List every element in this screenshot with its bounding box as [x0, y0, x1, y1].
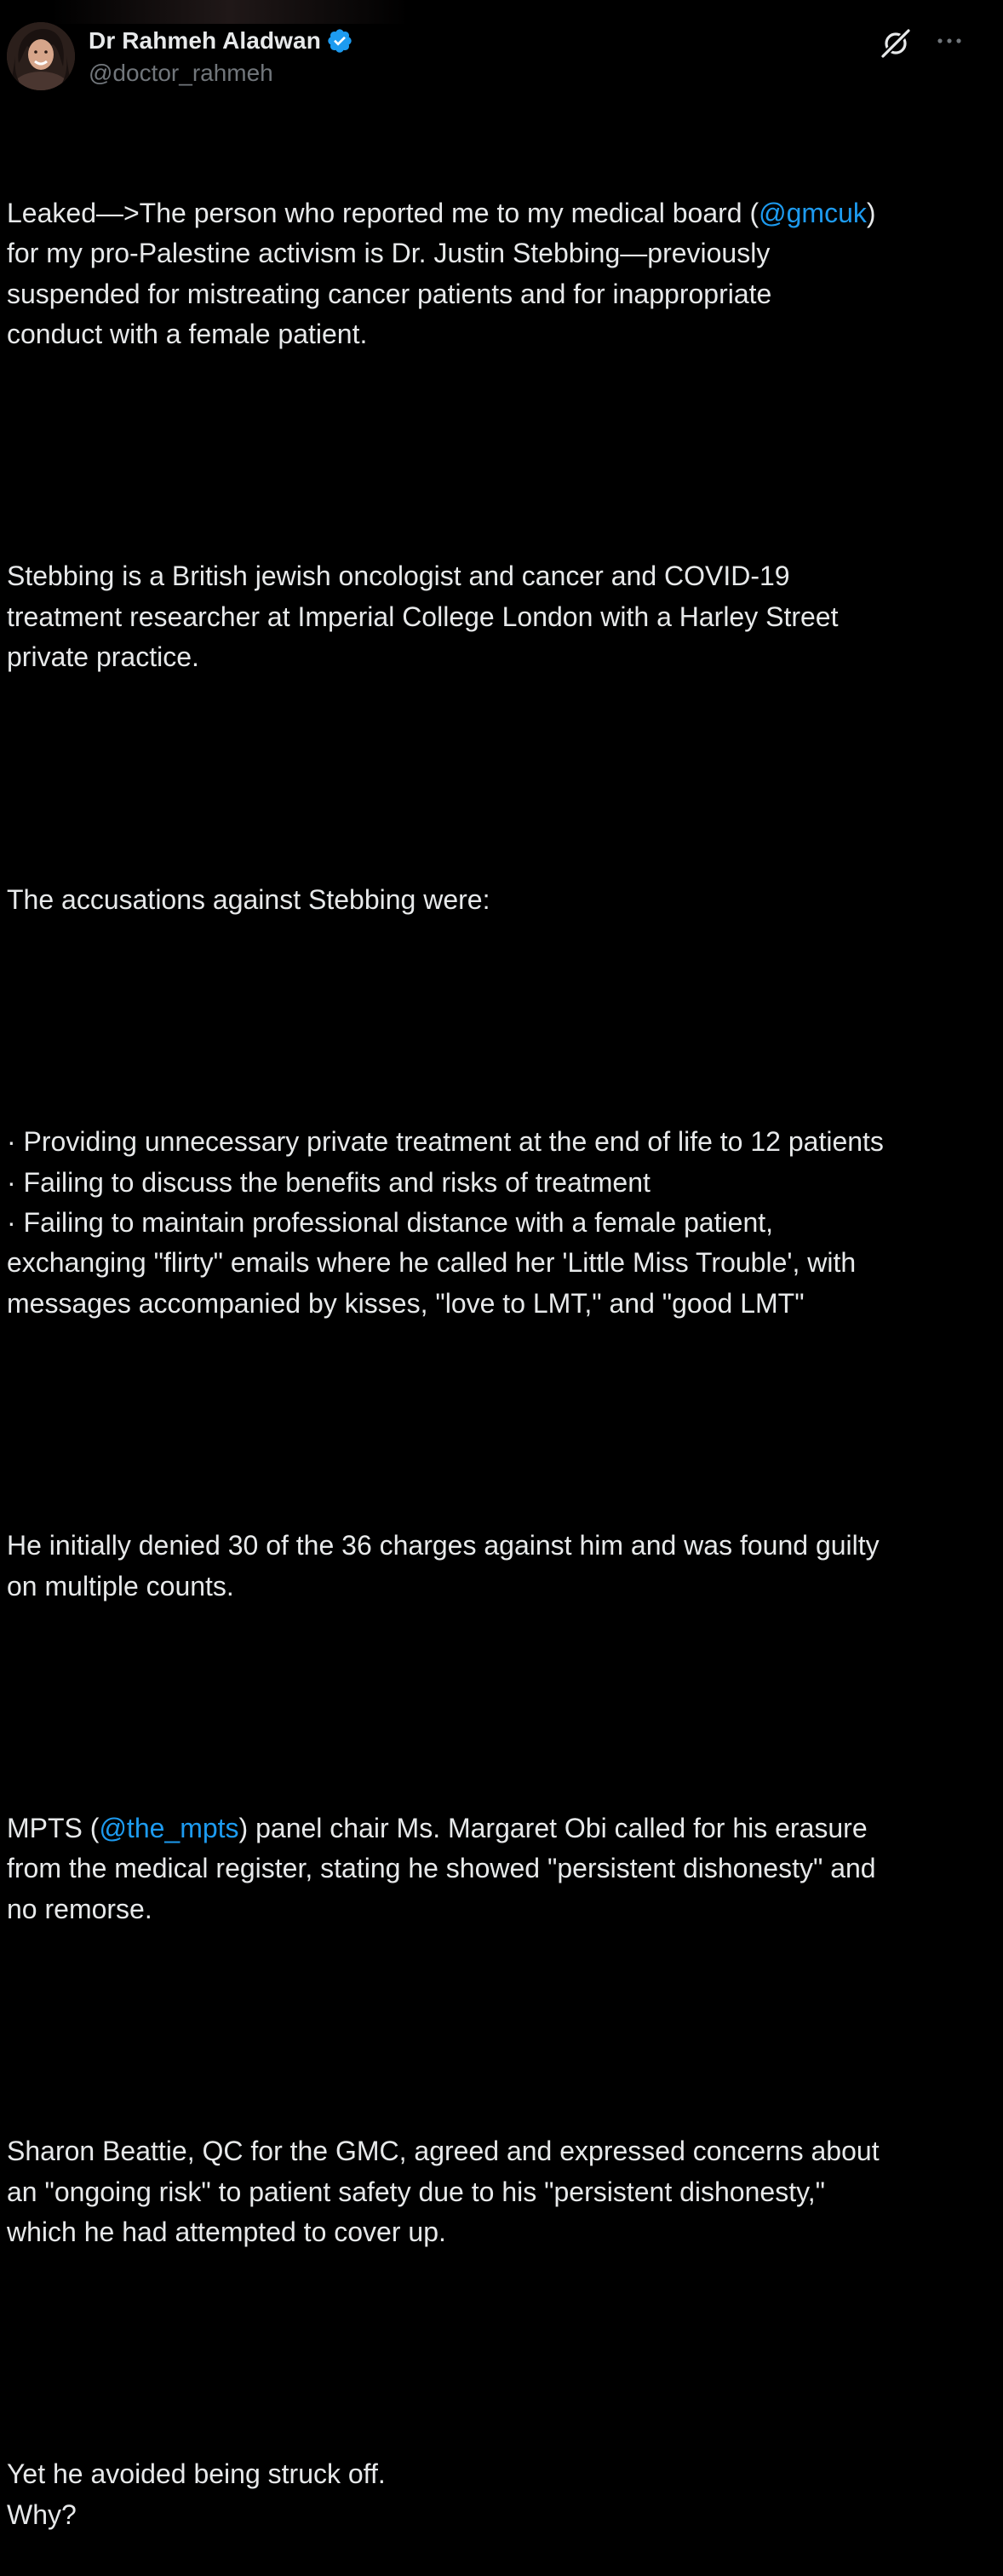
avatar-photo-icon: [7, 22, 75, 90]
paragraph-2: [7, 556, 994, 677]
text-line: Yet he avoided being struck off.: [7, 2458, 386, 2490]
paragraph-gap: [7, 1001, 994, 1041]
text-segment: MPTS (: [7, 1812, 100, 1843]
paragraph-gap: [7, 1688, 994, 1728]
avatar[interactable]: [7, 22, 75, 90]
text-line: [7, 193, 994, 233]
display-name-row: [89, 26, 353, 56]
text-line: for my pro-Palestine activism is Dr. Justin Stebbing—previously: [7, 238, 771, 269]
text-line: The accusations against Stebbing were:: [7, 883, 490, 915]
paragraph-6: [7, 1808, 994, 1929]
more-options-icon[interactable]: [935, 31, 964, 51]
text-line: conduct with a female patient.: [7, 319, 368, 350]
paragraph-gap: [7, 435, 994, 475]
paragraph-gap: [7, 2333, 994, 2373]
text-line: · Providing unnecessary private treatment at the end of life to 12 patients: [7, 1126, 884, 1158]
text-line: exchanging "flirty" emails where he called her 'Little Miss Trouble', with: [7, 1247, 857, 1279]
text-line: on multiple counts.: [7, 1570, 234, 1601]
tweet-text: [7, 112, 994, 2576]
text-line: treatment researcher at Imperial College London with a Harley Street: [7, 601, 839, 632]
author-name-block: [89, 26, 353, 87]
paragraph-gap: [7, 758, 994, 798]
text-line: which he had attempted to cover up.: [7, 2217, 446, 2248]
text-segment: Leaked—>The person who reported me to my medical board (: [7, 197, 759, 228]
text-line: He initially denied 30 of the 36 charges against him and was found guilty: [7, 1530, 880, 1561]
text-line: private practice.: [7, 641, 199, 673]
paragraph-7: [7, 2131, 994, 2252]
text-line: [7, 1808, 994, 1849]
text-segment: ): [866, 197, 876, 228]
paragraph-5: [7, 1526, 994, 1607]
tweet-header: [7, 22, 994, 94]
top-edge-shadow: [51, 0, 409, 24]
text-line: from the medical register, stating he showed "persistent dishonesty" and: [7, 1853, 876, 1884]
paragraph-3: [7, 880, 994, 920]
mention-link-gmcuk[interactable]: @gmcuk: [759, 197, 867, 228]
text-line: no remorse.: [7, 1893, 152, 1924]
text-line: · Failing to discuss the benefits and risks of treatment: [7, 1166, 651, 1198]
text-line: Why?: [7, 2498, 77, 2530]
paragraph-gap: [7, 2010, 994, 2050]
text-line: Sharon Beattie, QC for the GMC, agreed and expressed concerns about: [7, 2136, 880, 2167]
verified-badge-icon[interactable]: [326, 27, 353, 55]
paragraph-4: [7, 1122, 994, 1324]
text-segment: ) panel chair Ms. Margaret Obi called for his erasure: [238, 1812, 868, 1843]
mention-link-the-mpts[interactable]: @the_mpts: [99, 1812, 239, 1843]
paragraph-gap: [7, 1405, 994, 1445]
text-line: Stebbing is a British jewish oncologist and cancer and COVID-19: [7, 561, 790, 592]
text-line: messages accompanied by kisses, "love to LMT," and "good LMT": [7, 1287, 805, 1319]
paragraph-8: [7, 2454, 994, 2535]
paragraph-1: [7, 193, 994, 355]
author-handle[interactable]: @doctor_rahmeh: [89, 60, 273, 86]
text-line: · Failing to maintain professional distance with a female patient,: [7, 1206, 774, 1238]
text-line: an "ongoing risk" to patient safety due to his "persistent dishonesty,": [7, 2176, 825, 2207]
grok-icon[interactable]: [879, 26, 913, 60]
author-display-name[interactable]: Dr Rahmeh Aladwan: [89, 27, 321, 54]
text-line: suspended for mistreating cancer patients and for inappropriate: [7, 278, 772, 309]
